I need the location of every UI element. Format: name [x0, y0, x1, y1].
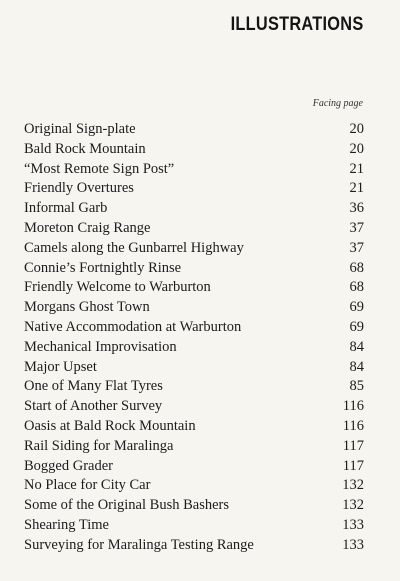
- list-item: [24, 179, 364, 199]
- list-item: [24, 516, 364, 536]
- entry-page-number: 84: [349, 358, 364, 375]
- list-item: [24, 358, 364, 378]
- entry-title: Shearing Time: [24, 516, 109, 533]
- list-item: [24, 278, 364, 298]
- entry-title: Original Sign-plate: [24, 121, 136, 137]
- entry-page-number: 84: [349, 338, 364, 355]
- entry-title: Friendly Overtures: [24, 180, 134, 197]
- entry-title: No Place for City Car: [24, 477, 151, 494]
- entry-title: One of Many Flat Tyres: [24, 378, 163, 395]
- list-item: [24, 160, 364, 180]
- list-item: [24, 239, 364, 259]
- entry-page-number: 117: [342, 457, 364, 474]
- entry-page-number: 132: [342, 497, 364, 514]
- entry-page-number: 69: [349, 318, 364, 335]
- entry-page-number: 133: [342, 536, 364, 553]
- illustrations-list: [24, 120, 364, 556]
- entry-title: Major Upset: [24, 358, 97, 375]
- entry-title: Rail Siding for Maralinga: [24, 437, 174, 454]
- list-item: [24, 397, 364, 417]
- list-item: [24, 219, 364, 239]
- entry-title: Oasis at Bald Rock Mountain: [24, 417, 196, 434]
- entry-title: Connie’s Fortnightly Rinse: [24, 259, 182, 276]
- entry-title: Morgans Ghost Town: [24, 299, 150, 316]
- entry-page-number: 21: [349, 180, 364, 197]
- list-item: [24, 476, 364, 496]
- entry-title: Camels along the Gunbarrel Highway: [24, 239, 244, 256]
- list-item: [24, 417, 364, 437]
- entry-title: Bald Rock Mountain: [24, 140, 146, 157]
- entry-page-number: 21: [349, 160, 364, 177]
- list-item: [24, 457, 364, 477]
- list-item: [24, 318, 364, 338]
- entry-page-number: 69: [349, 299, 364, 316]
- facing-page-label: Facing page: [312, 98, 363, 109]
- entry-page-number: 20: [349, 140, 364, 157]
- entry-page-number: 37: [349, 239, 364, 256]
- entry-title: Friendly Welcome to Warburton: [24, 279, 211, 296]
- entry-page-number: 68: [349, 279, 364, 296]
- page-heading: ILLUSTRATIONS: [230, 14, 363, 35]
- entry-title: Surveying for Maralinga Testing Range: [24, 536, 254, 553]
- entry-page-number: 132: [342, 477, 364, 494]
- list-item: [24, 298, 364, 318]
- list-item: [24, 140, 364, 160]
- entry-page-number: 116: [342, 417, 364, 434]
- entry-page-number: 133: [342, 516, 364, 533]
- list-item: [24, 536, 364, 556]
- entry-title: Bogged Grader: [24, 457, 113, 474]
- list-item: [24, 199, 364, 219]
- entry-page-number: 116: [342, 398, 364, 415]
- entry-page-number: 37: [349, 219, 364, 236]
- list-item: [24, 259, 364, 279]
- entry-page-number: 68: [349, 259, 364, 276]
- entry-title: Informal Garb: [24, 200, 108, 217]
- entry-page-number: 36: [349, 200, 364, 217]
- entry-page-number: 85: [349, 378, 364, 395]
- entry-title: Mechanical Improvisation: [24, 338, 177, 355]
- entry-title: Native Accommodation at Warburton: [24, 318, 242, 335]
- entry-page-number: 117: [342, 437, 364, 454]
- list-item: [24, 437, 364, 457]
- list-item: [24, 377, 364, 397]
- entry-title: “Most Remote Sign Post”: [24, 160, 175, 177]
- list-item: [24, 120, 364, 140]
- entry-title: Some of the Original Bush Bashers: [24, 497, 229, 514]
- list-item: [24, 338, 364, 358]
- list-item: [24, 496, 364, 516]
- entry-title: Moreton Craig Range: [24, 219, 151, 236]
- entry-page-number: 20: [349, 121, 364, 137]
- entry-title: Start of Another Survey: [24, 398, 163, 415]
